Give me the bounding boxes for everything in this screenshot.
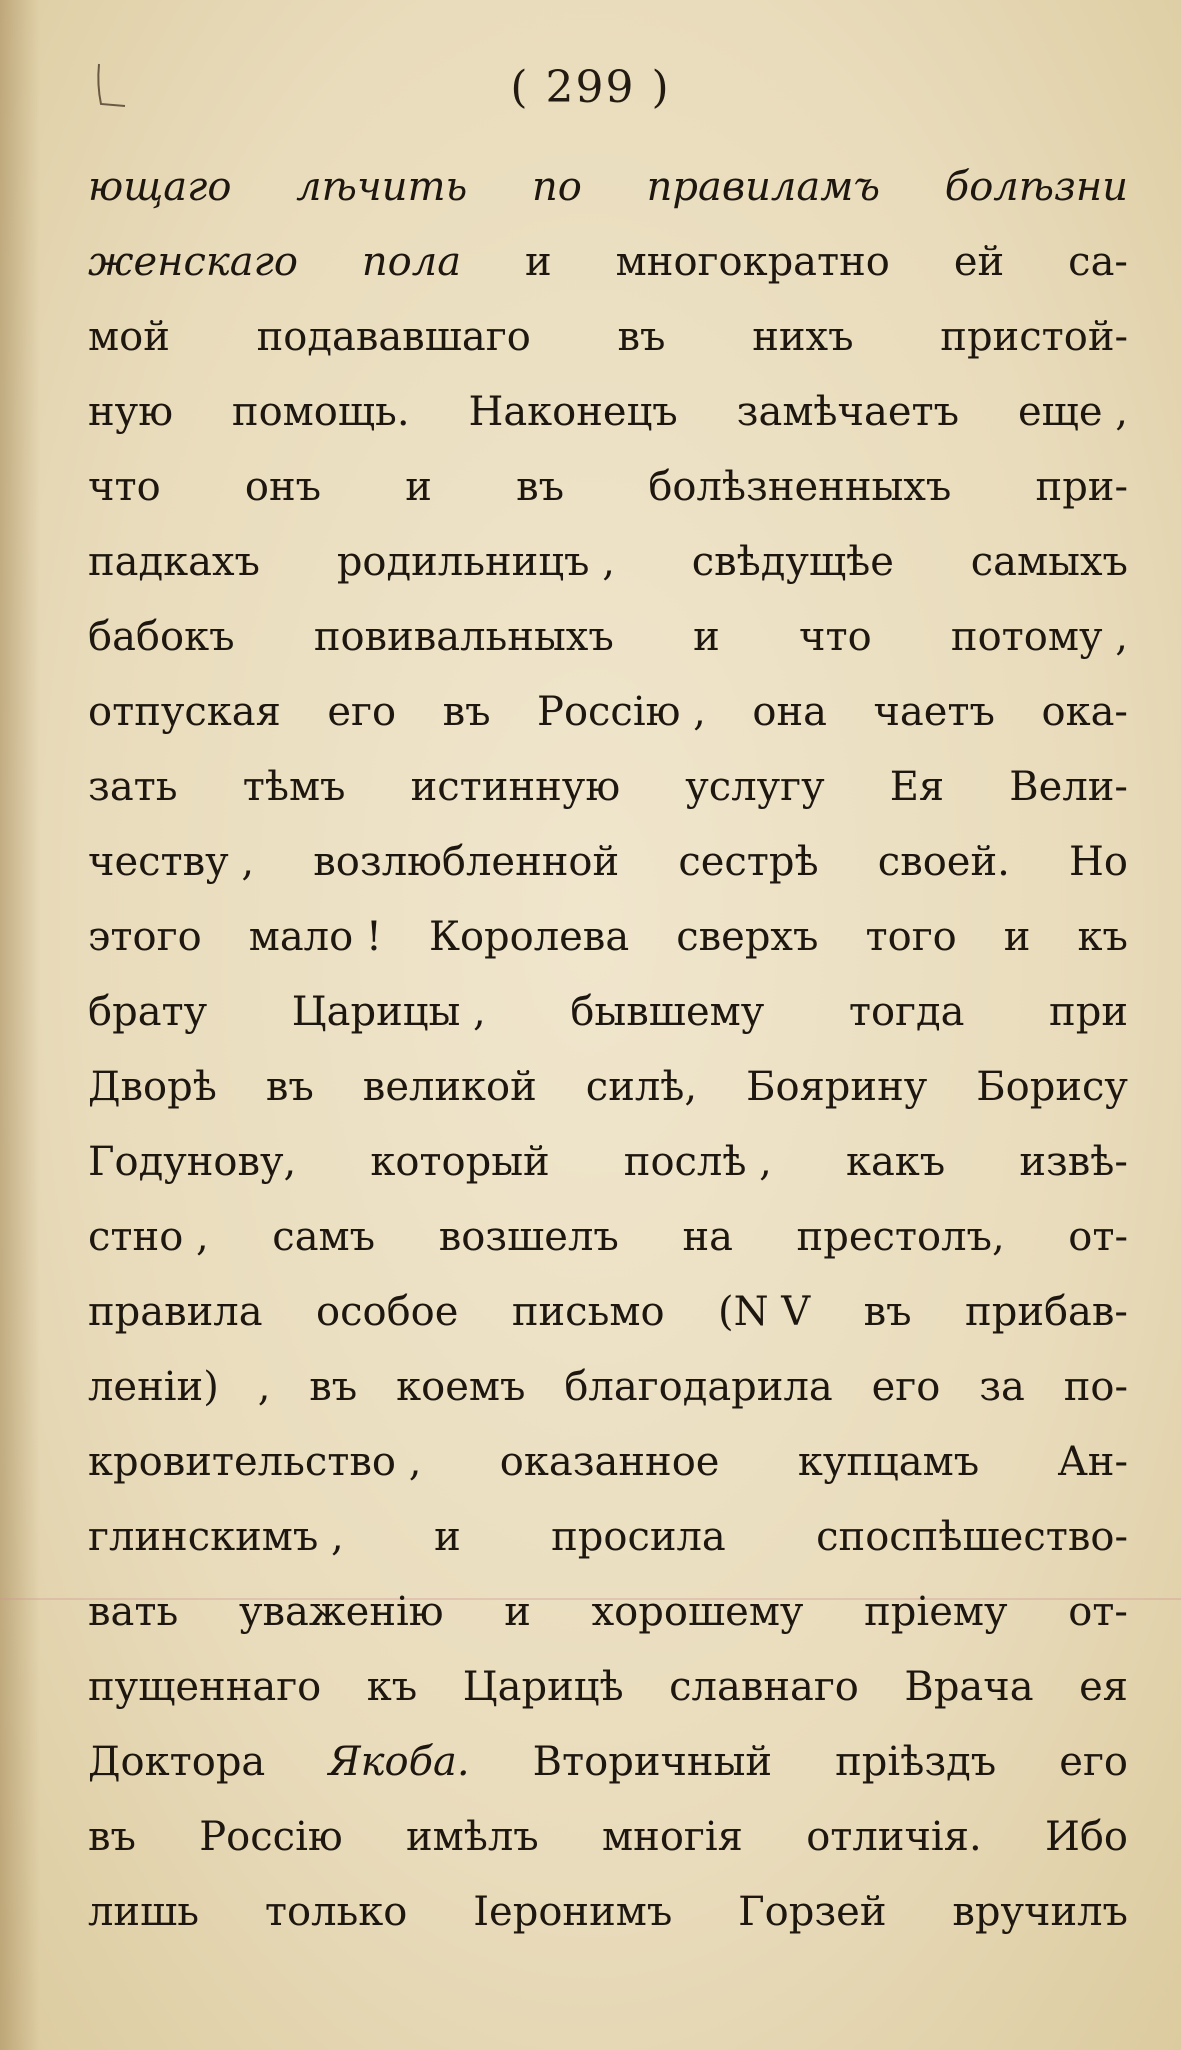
- word: сестрѣ: [678, 839, 819, 885]
- word: лѣчить: [296, 164, 468, 210]
- word: и: [1003, 914, 1031, 960]
- word: письмо: [511, 1289, 665, 1335]
- word: и: [525, 239, 552, 285]
- word: отпуская: [88, 689, 281, 735]
- word: силѣ,: [585, 1064, 698, 1110]
- word: Вели-: [1009, 764, 1128, 810]
- word: пристой-: [940, 314, 1128, 360]
- word: стно ,: [88, 1214, 209, 1260]
- word: Дворѣ: [88, 1064, 217, 1110]
- word: свѣдущѣе: [691, 539, 894, 585]
- text-line: [88, 900, 1128, 975]
- word: нихъ: [752, 314, 854, 360]
- text-line: [88, 675, 1128, 750]
- word: помощь.: [231, 389, 410, 435]
- word: многія: [602, 1814, 743, 1860]
- text-line: [88, 1200, 1128, 1275]
- word: многократно: [615, 239, 890, 285]
- text-line: [88, 225, 1128, 300]
- text-line: [88, 1425, 1128, 1500]
- word: который: [370, 1139, 550, 1185]
- word: вручилъ: [952, 1889, 1128, 1935]
- word: родильницъ ,: [336, 539, 615, 585]
- word: великой: [362, 1064, 537, 1110]
- text-line: [88, 825, 1128, 900]
- word: бывшему: [570, 989, 765, 1035]
- text-line: [88, 1350, 1128, 1425]
- word: при-: [1035, 464, 1128, 510]
- word: честву ,: [88, 839, 255, 885]
- word: услугу: [685, 764, 825, 810]
- word: его: [1059, 1739, 1128, 1785]
- text-line: [88, 1050, 1128, 1125]
- word: тогда: [848, 989, 965, 1035]
- word: благодарила: [564, 1364, 833, 1410]
- word: его: [871, 1364, 941, 1410]
- word: въ: [88, 1814, 136, 1860]
- word: зать: [88, 764, 178, 810]
- word: болѣзненныхъ: [648, 464, 952, 510]
- word: истинную: [410, 764, 621, 810]
- word: въ: [617, 314, 666, 360]
- word: брату: [88, 989, 208, 1035]
- word: ея: [1079, 1664, 1128, 1710]
- word: Королева: [429, 914, 630, 960]
- word: купцамъ: [797, 1439, 980, 1485]
- word: пріему: [864, 1589, 1008, 1635]
- word: что: [88, 464, 161, 510]
- word: пола: [361, 239, 462, 285]
- word: его: [327, 689, 397, 735]
- word: Вторичный: [532, 1739, 773, 1785]
- word: вать: [88, 1589, 179, 1635]
- word: пущеннаго: [88, 1664, 322, 1710]
- word: тѣмъ: [242, 764, 346, 810]
- word: ,: [257, 1364, 271, 1410]
- word: Боярину: [746, 1064, 928, 1110]
- word: по-: [1063, 1364, 1128, 1410]
- word: особое: [316, 1289, 459, 1335]
- body-text: [88, 150, 1128, 1950]
- word: сверхъ: [676, 914, 819, 960]
- word: Ея: [889, 764, 945, 810]
- word: Доктора: [88, 1739, 266, 1785]
- word: престолъ,: [796, 1214, 1005, 1260]
- word: споспѣшество-: [816, 1514, 1128, 1560]
- word: болѣзни: [944, 164, 1128, 210]
- word: что: [799, 614, 872, 660]
- word: прибав-: [965, 1289, 1128, 1335]
- word: кровительство ,: [88, 1439, 422, 1485]
- text-line: [88, 525, 1128, 600]
- word: этого: [88, 914, 202, 960]
- text-line: [88, 1725, 1128, 1800]
- word: коемъ: [396, 1364, 526, 1410]
- word: мой: [88, 314, 170, 360]
- word: Ан-: [1057, 1439, 1128, 1485]
- text-line: [88, 450, 1128, 525]
- word: и: [693, 614, 720, 660]
- word: хорошему: [591, 1589, 804, 1635]
- word: извѣ-: [1019, 1139, 1128, 1185]
- text-line: [88, 1800, 1128, 1875]
- word: са-: [1068, 239, 1128, 285]
- word: уваженію: [238, 1589, 444, 1635]
- word: какъ: [845, 1139, 946, 1185]
- text-line: [88, 1650, 1128, 1725]
- text-line: [88, 1500, 1128, 1575]
- text-line: [88, 600, 1128, 675]
- word: Годунову,: [88, 1139, 297, 1185]
- word: славнаго: [669, 1664, 859, 1710]
- word: замѣчаетъ: [736, 389, 960, 435]
- binding-shadow: [0, 0, 40, 2050]
- word: Но: [1069, 839, 1128, 885]
- word: своей.: [877, 839, 1010, 885]
- word: только: [264, 1889, 408, 1935]
- word: ока-: [1041, 689, 1128, 735]
- word: чаетъ: [873, 689, 995, 735]
- word: глинскимъ ,: [88, 1514, 344, 1560]
- word: при: [1049, 989, 1128, 1035]
- word: въ: [309, 1364, 358, 1410]
- word: женскаго: [88, 239, 298, 285]
- word: къ: [366, 1664, 418, 1710]
- text-line: [88, 750, 1128, 825]
- word: просила: [551, 1514, 726, 1560]
- word: послѣ ,: [623, 1139, 772, 1185]
- word: от-: [1068, 1589, 1128, 1635]
- word: въ: [516, 464, 565, 510]
- word: потому ,: [950, 614, 1128, 660]
- text-line: [88, 375, 1128, 450]
- text-line: [88, 150, 1128, 225]
- word: бабокъ: [88, 614, 235, 660]
- word: Іеронимъ: [473, 1889, 673, 1935]
- word: она: [752, 689, 827, 735]
- word: Борису: [976, 1064, 1128, 1110]
- word: еще ,: [1018, 389, 1128, 435]
- word: повивальныхъ: [313, 614, 614, 660]
- text-line: [88, 1275, 1128, 1350]
- word: Россію ,: [537, 689, 706, 735]
- text-line: [88, 1875, 1128, 1950]
- word: возлюбленной: [313, 839, 620, 885]
- word: самыхъ: [970, 539, 1128, 585]
- word: и: [405, 464, 432, 510]
- word: лишь: [88, 1889, 200, 1935]
- word: и: [504, 1589, 531, 1635]
- word: Якоба.: [328, 1739, 470, 1785]
- word: самъ: [272, 1214, 376, 1260]
- word: того: [865, 914, 957, 960]
- word: Ибо: [1044, 1814, 1128, 1860]
- word: къ: [1077, 914, 1128, 960]
- word: имѣлъ: [405, 1814, 539, 1860]
- page-number: ( 299 ): [510, 62, 671, 113]
- word: ей: [953, 239, 1005, 285]
- word: (N V: [717, 1289, 811, 1335]
- word: правила: [88, 1289, 263, 1335]
- word: Царицы ,: [291, 989, 486, 1035]
- word: пріѣздъ: [835, 1739, 997, 1785]
- word: падкахъ: [88, 539, 260, 585]
- word: возшелъ: [438, 1214, 619, 1260]
- word: Наконецъ: [468, 389, 678, 435]
- word: Царицѣ: [462, 1664, 624, 1710]
- word: ющаго: [88, 164, 232, 210]
- word: ную: [88, 389, 174, 435]
- word: Врача: [904, 1664, 1034, 1710]
- word: оказанное: [499, 1439, 720, 1485]
- word: правиламъ: [646, 164, 881, 210]
- word: и: [434, 1514, 461, 1560]
- word: Россію: [199, 1814, 343, 1860]
- word: по: [532, 164, 582, 210]
- word: подававшаго: [256, 314, 531, 360]
- text-line: [88, 1125, 1128, 1200]
- word: от-: [1068, 1214, 1128, 1260]
- word: въ: [442, 689, 491, 735]
- text-line: [88, 300, 1128, 375]
- text-line: [88, 975, 1128, 1050]
- word: онъ: [244, 464, 322, 510]
- word: въ: [863, 1289, 912, 1335]
- word: на: [682, 1214, 733, 1260]
- word: отличія.: [806, 1814, 982, 1860]
- word: въ: [265, 1064, 314, 1110]
- word: мало !: [248, 914, 382, 960]
- word: леніи): [88, 1364, 219, 1410]
- text-line: [88, 1575, 1128, 1650]
- word: за: [979, 1364, 1025, 1410]
- word: Горзей: [738, 1889, 887, 1935]
